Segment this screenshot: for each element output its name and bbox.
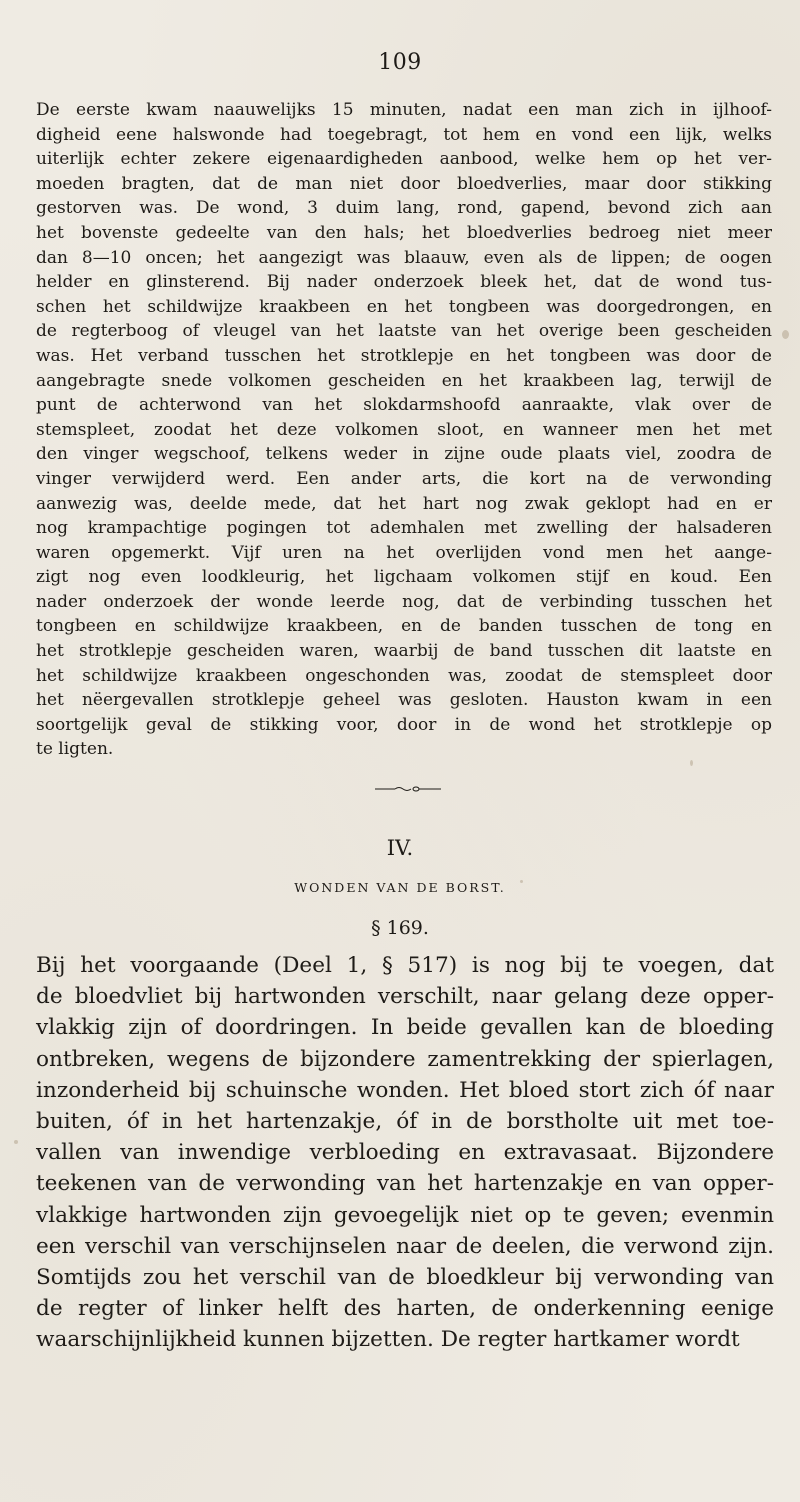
section-title: WONDEN VAN DE BORST. <box>294 880 506 895</box>
text-line: was. Het verband tusschen het strotklepje en het tongbeen was door de <box>36 345 772 366</box>
text-line: buiten, óf in het hartenzakje, óf in de borstholte uit met toe- <box>36 1109 774 1135</box>
text-line: nog krampachtige pogingen tot ademhalen met zwelling der halsaderen <box>36 518 772 539</box>
text-line: punt de achterwond van het slokdarmshoofd aanraakte, vlak over de <box>36 395 772 416</box>
page-number: 109 <box>378 50 422 75</box>
text-line: digheid eene halswonde had toegebragt, tot hem en vond een lijk, welks <box>36 124 772 145</box>
text-line: nader onderzoek der wonde leerde nog, dat de verbinding tusschen het <box>36 591 772 612</box>
paper-spot <box>782 330 789 339</box>
text-line: Somtijds zou het verschil van de bloedkleur bij verwonding van <box>36 1265 774 1291</box>
text-line: de regterboog of vleugel van het laatste van het overige been gescheiden <box>36 321 772 342</box>
text-line: het schildwijze kraakbeen ongeschonden was, zoodat de stemspleet door <box>36 665 772 686</box>
text-line: De eerste kwam naauwelijks 15 minuten, nadat een man zich in ijlhoof- <box>36 100 772 120</box>
text-line: vlakkig zijn of doordringen. In beide gevallen kan de bloeding <box>36 1015 774 1041</box>
text-line: Bij het voorgaande (Deel 1, § 517) is nog bij te voegen, dat <box>36 953 774 978</box>
text-line: uiterlijk echter zekere eigenaardigheden aanbood, welke hem op het ver- <box>36 149 772 170</box>
text-line: vallen van inwendige verbloeding en extravasaat. Bijzondere <box>36 1140 774 1166</box>
text-line: teekenen van de verwonding van het hartenzakje en van opper- <box>36 1171 774 1197</box>
ornament-divider <box>375 785 441 793</box>
paragraph-heart-wounds <box>36 950 774 1356</box>
text-line: te ligten. <box>36 739 114 760</box>
paragraph-case-report <box>36 98 772 762</box>
text-line: aanwezig was, deelde mede, dat het hart nog zwak geklopt had en er <box>36 493 772 514</box>
text-line: vlakkige hartwonden zijn gevoegelijk niet op te geven; evenmin <box>36 1202 774 1228</box>
text-line: stemspleet, zoodat het deze volkomen sloot, en wanneer men het met <box>36 419 772 440</box>
text-line: zigt nog even loodkleurig, het ligchaam volkomen stijf en koud. Een <box>36 567 772 588</box>
text-line: waarschijnlijkheid kunnen bijzetten. De regter hartkamer wordt <box>36 1327 740 1353</box>
text-line: inzonderheid bij schuinsche wonden. Het bloed stort zich óf naar <box>36 1077 774 1103</box>
text-line: moeden bragten, dat de man niet door bloedverlies, maar door stikking <box>36 173 772 194</box>
text-line: het strotklepje gescheiden waren, waarbij de band tusschen dit laatste en <box>36 641 772 662</box>
text-line: aangebragte snede volkomen gescheiden en het kraakbeen lag, terwijl de <box>36 370 772 391</box>
text-line: den vinger wegschoof, telkens weder in zijne oude plaats viel, zoodra de <box>36 444 772 465</box>
text-line: vinger verwijderd werd. Een ander arts, die kort na de verwonding <box>36 468 772 489</box>
text-line: gestorven was. De wond, 3 duim lang, rond, gapend, bevond zich aan <box>36 198 772 219</box>
text-line: dan 8—10 oncen; het aangezigt was blaauw, even als de lippen; de oogen <box>36 247 772 268</box>
text-line: schen het schildwijze kraakbeen en het tongbeen was doorgedrongen, en <box>36 296 772 317</box>
text-line: waren opgemerkt. Vijf uren na het overlijden vond men het aange- <box>36 542 772 563</box>
text-line: het nëergevallen strotklepje geheel was gesloten. Hauston kwam in een <box>36 690 772 711</box>
text-line: helder en glinsterend. Bij nader onderzoek bleek het, dat de wond tus- <box>36 272 772 293</box>
text-line: ontbreken, wegens de bijzondere zamentrekking der spierlagen, <box>36 1046 774 1072</box>
paper-spot <box>14 1140 18 1144</box>
text-line: tongbeen en schildwijze kraakbeen, en de banden tusschen de tong en <box>36 616 772 637</box>
text-line: het bovenste gedeelte van den hals; het bloedverlies bedroeg niet meer <box>36 222 772 243</box>
section-number: IV. <box>386 836 414 860</box>
text-line: een verschil van verschijnselen naar de deelen, die verwond zijn. <box>36 1233 774 1259</box>
paragraph-mark: § 169. <box>371 917 429 939</box>
text-line: de bloedvliet bij hartwonden verschilt, naar gelang deze opper- <box>36 984 774 1010</box>
text-line: de regter of linker helft des harten, de onderkenning eenige <box>36 1296 774 1322</box>
text-line: soortgelijk geval de stikking voor, door in de wond het strotklepje op <box>36 714 772 735</box>
